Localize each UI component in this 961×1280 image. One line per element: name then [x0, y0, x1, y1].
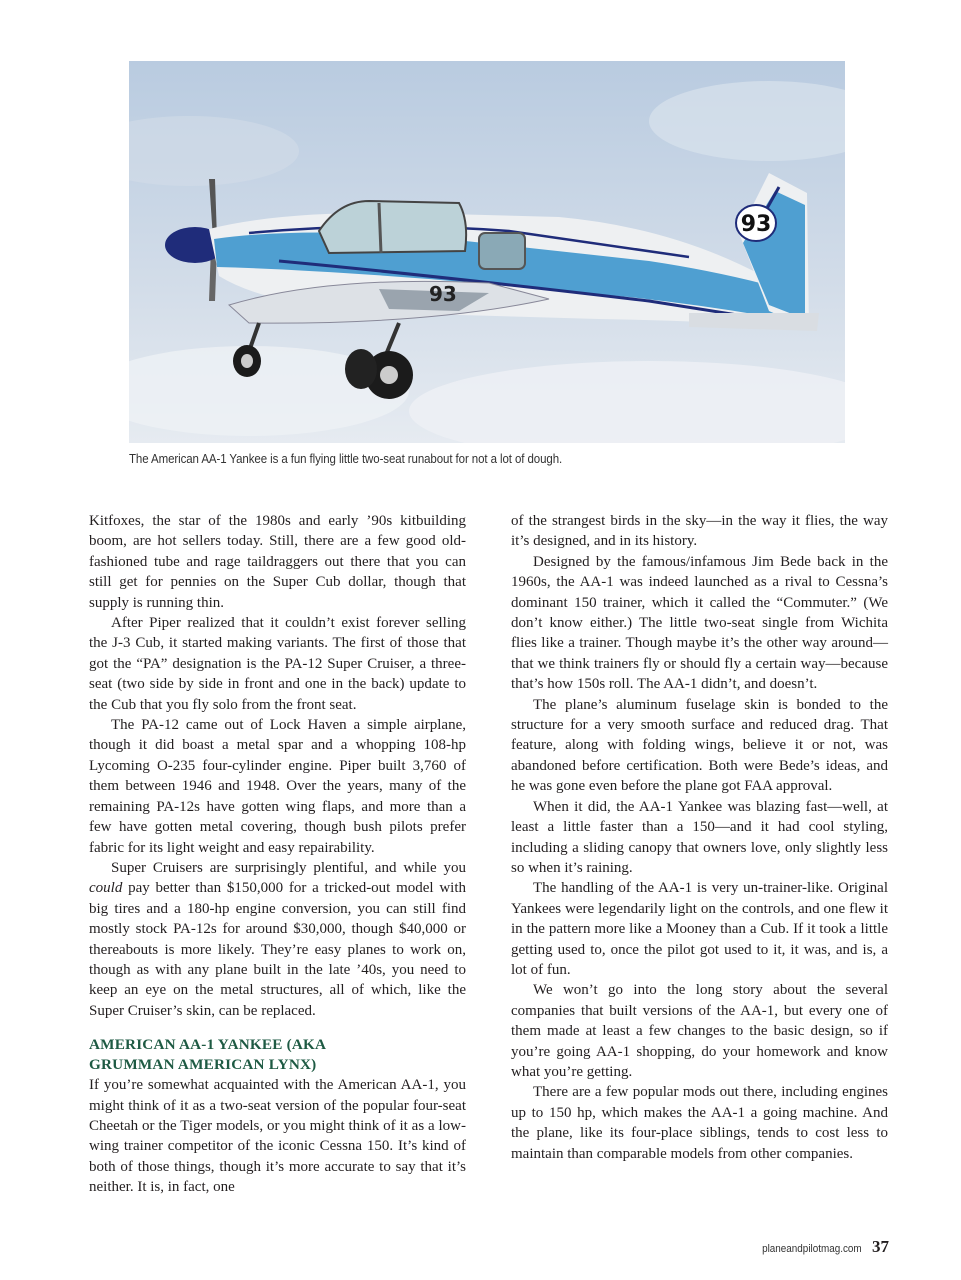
- wing-number-text: 93: [429, 282, 457, 306]
- paragraph: When it did, the AA-1 Yankee was blazing fast—well, at least a little faster than a 150—and it had cool styling, including a sliding canopy that owners love, only slightly less so when it’s raining.: [511, 798, 888, 876]
- article-column-right: [511, 511, 888, 1164]
- paragraph: We won’t go into the long story about the several companies that built versions of the AA-1, but every one of them made at least a few changes to the basic design, so if you’re going AA-1 shopping, do your homework and know what you’re getting.: [511, 982, 888, 1080]
- paragraph-text: Super Cruisers are surprisingly plentiful, and while you: [111, 859, 466, 876]
- paragraph: of the strangest birds in the sky—in the way it flies, the way it’s designed, and in its history.: [511, 513, 888, 550]
- photo-caption: The American AA-1 Yankee is a fun flying little two-seat runabout for not a lot of dough.: [129, 452, 563, 466]
- paragraph: Designed by the famous/infamous Jim Bede back in the 1960s, the AA-1 was indeed launched as a rival to Cessna’s dominant 150 trainer, which it called the “Commuter.” (We don’t know either.) The little two-seat single from Wichita flies like a trainer. Though maybe it’s the other way around—that we think trainers fly or should fly a certain way—because that’s how 150s roll. The AA-1 didn’t, and doesn’t.: [511, 553, 888, 693]
- emphasis-text: could: [89, 880, 123, 897]
- aircraft-illustration: [129, 61, 845, 443]
- tail-number-text: 93: [740, 212, 772, 237]
- page-number: 37: [872, 1237, 889, 1256]
- section-heading-line: GRUMMAN AMERICAN LYNX): [89, 1056, 317, 1074]
- paragraph-text: pay better than $150,000 for a tricked-out model with big tires and a 180-hp engine conversion, you can still find mostly stock PA-12s for around $30,000, though $40,000 or thereabouts is more likely. They’re easy planes to work on, though as with any plane built in the late ’40s, you need to keep an eye on the metal structures, all of which, like the Super Cruiser’s skin, can be replaced.: [89, 880, 466, 1019]
- paragraph: The PA-12 came out of Lock Haven a simple airplane, though it did boast a metal spar and a whopping 108-hp Lycoming O-235 four-cylinder engine. Piper built 3,760 of them between 1946 and 1948. Over the years, many of the remaining PA-12s have gotten wing flaps, and more than a few have gotten metal covering, though bush pilots prefer fabric for its light weight and easy repairability.: [89, 717, 466, 856]
- paragraph: Kitfoxes, the star of the 1980s and early ’90s kitbuilding boom, are hot sellers today. Still, there are a few good old-fashioned tube and rage taildraggers out there that you can still get for pennies on the Super Cub dollar, though that supply is running thin.: [89, 513, 466, 611]
- aircraft-photo: [129, 61, 845, 443]
- paragraph: [89, 858, 466, 1021]
- paragraph: After Piper realized that it couldn’t exist forever selling the J-3 Cub, it started making variants. The first of those that got the “PA” designation is the PA-12 Super Cruiser, a three-seat (two side by side in front and one in the back) update to the Cub that you fly solo from the front seat.: [89, 615, 466, 713]
- section-heading-line: AMERICAN AA-1 YANKEE (AKA: [89, 1036, 327, 1054]
- paragraph: The plane’s aluminum fuselage skin is bonded to the structure for a very smooth surface and reduced drag. That feature, along with folding wings, believe it or not, was abandoned before certification. Both were Bede’s ideas, and he was gone even before the plane got FAA approval.: [511, 696, 888, 795]
- website-url: planeandpilotmag.com: [762, 1243, 862, 1255]
- paragraph: If you’re somewhat acquainted with the American AA-1, you might think of it as a two-seat version of the popular four-seat Cheetah or the Tiger models, or you might think of it as a low-wing trainer competitor of the iconic Cessna 150. It’s kind of both of those things, though it’s more accurate to say that it’s neither. It is, in fact, one: [89, 1077, 466, 1196]
- article-column-left: [89, 511, 466, 1198]
- paragraph: There are a few popular mods out there, including engines up to 150 hp, which makes the AA-1 a going machine. And the plane, like its four-place siblings, tends to cost less to maintain than comparable models from other companies.: [511, 1084, 888, 1162]
- section-heading: [89, 1035, 466, 1075]
- page-footer: [751, 1237, 889, 1257]
- paragraph: The handling of the AA-1 is very un-trainer-like. Original Yankees were legendarily light on the controls, and one flew it in the pattern more like a Mooney than a Cub. If it took a little getting used to, once the pilot got used to it, it was, and is, a lot of fun.: [511, 880, 888, 978]
